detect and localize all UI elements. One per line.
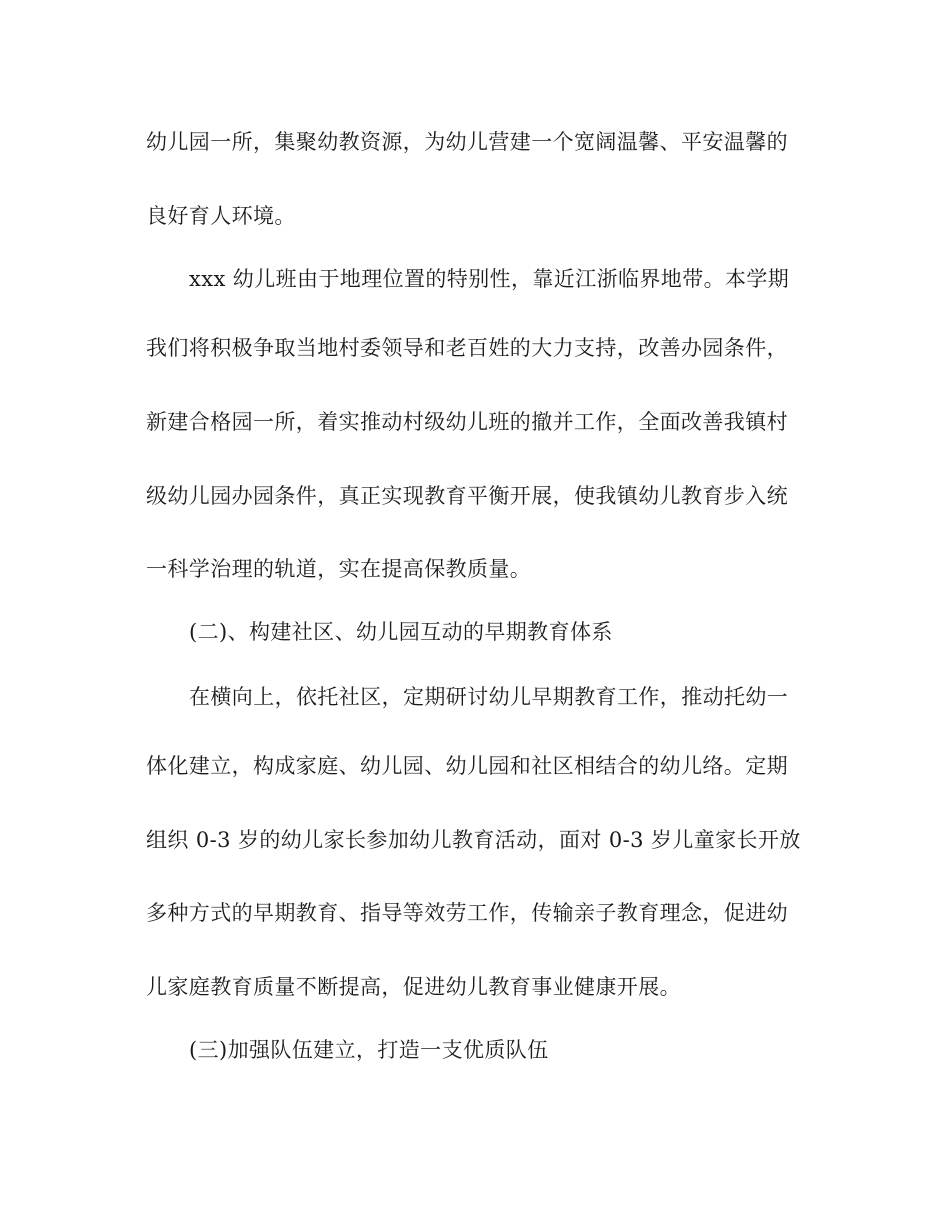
paragraph-line: 多种方式的早期教育、指导等效劳工作，传输亲子教育理念，促进幼 bbox=[146, 901, 788, 925]
paragraph-line: 在横向上，依托社区，定期研讨幼儿早期教育工作，推动托幼一 bbox=[189, 685, 789, 709]
paragraph-line: 体化建立，构成家庭、幼儿园、幼儿园和社区相结合的幼儿络。定期 bbox=[146, 754, 788, 778]
paragraph-line: 幼儿园一所，集聚幼教资源，为幼儿营建一个宽阔温馨、平安温馨的 bbox=[146, 130, 788, 154]
paragraph-line: 儿家庭教育质量不断提高，促进幼儿教育事业健康开展。 bbox=[146, 975, 681, 999]
paragraph-line: 良好育人环境。 bbox=[146, 204, 296, 228]
paragraph-line: 新建合格园一所，着实推动村级幼儿班的撤并工作，全面改善我镇村 bbox=[146, 410, 788, 434]
paragraph-line: 我们将积极争取当地村委领导和老百姓的大力支持，改善办园条件， bbox=[146, 336, 788, 360]
section-heading: (二)、构建社区、幼儿园互动的早期教育体系 bbox=[189, 620, 613, 644]
section-heading: (三)加强队伍建立，打造一支优质队伍 bbox=[189, 1038, 549, 1062]
paragraph-line: 级幼儿园办园条件，真正实现教育平衡开展，使我镇幼儿教育步入统 bbox=[146, 484, 788, 508]
paragraph-line: xxx 幼儿班由于地理位置的特别性，靠近江浙临界地带。本学期 bbox=[189, 267, 790, 291]
paragraph-line: 组织 0-3 岁的幼儿家长参加幼儿教育活动，面对 0-3 岁儿童家长开放 bbox=[146, 828, 801, 852]
paragraph-line: 一科学治理的轨道，实在提高保教质量。 bbox=[146, 557, 532, 581]
